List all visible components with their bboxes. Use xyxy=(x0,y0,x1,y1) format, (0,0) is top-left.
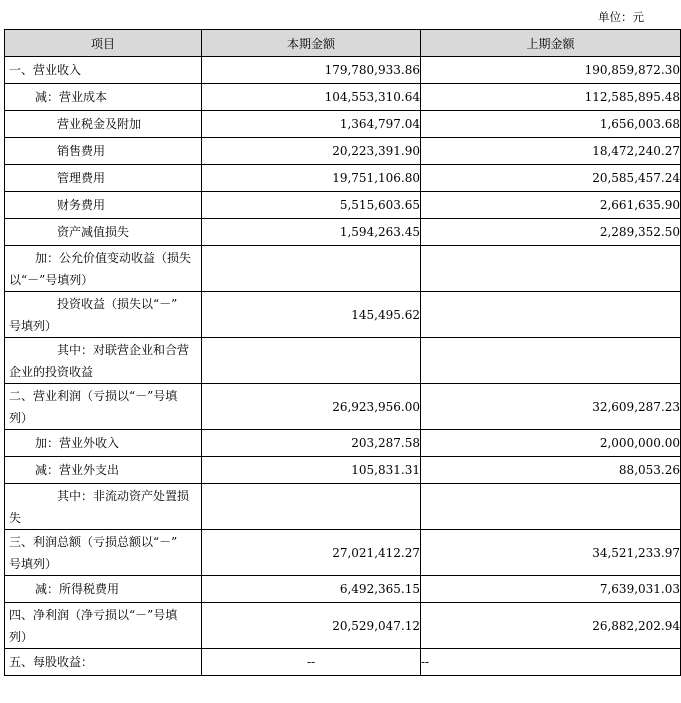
current-amount: 19,751,106.80 xyxy=(202,165,421,192)
table-row xyxy=(5,84,681,111)
row-label: 加：营业外收入 xyxy=(5,430,202,457)
row-label-line: 三、利润总额（亏损总额以“－” xyxy=(9,534,178,549)
row-label xyxy=(5,530,202,576)
current-amount xyxy=(202,338,421,384)
table-row xyxy=(5,649,681,676)
row-label-line: 投资收益（损失以“－” xyxy=(57,296,178,311)
table-row xyxy=(5,192,681,219)
table-row xyxy=(5,457,681,484)
table-row xyxy=(5,384,681,430)
previous-amount xyxy=(421,338,681,384)
previous-amount: 18,472,240.27 xyxy=(421,138,681,165)
previous-amount: 34,521,233.97 xyxy=(421,530,681,576)
header-current-period: 本期金额 xyxy=(202,30,421,57)
previous-amount: 88,053.26 xyxy=(421,457,681,484)
row-label-line: 号填列） xyxy=(9,556,58,571)
current-amount: 145,495.62 xyxy=(202,292,421,338)
row-label: 营业税金及附加 xyxy=(5,111,202,138)
row-label-line: 二、营业利润（亏损以“－”号填 xyxy=(9,388,178,403)
row-label-line: 其中：非流动资产处置损 xyxy=(57,488,190,503)
previous-amount: 32,609,287.23 xyxy=(421,384,681,430)
table-row xyxy=(5,576,681,603)
previous-amount: 190,859,872.30 xyxy=(421,57,681,84)
previous-amount: -- xyxy=(421,649,681,676)
row-label-line: 以“－”号填列） xyxy=(9,272,94,287)
table-row xyxy=(5,165,681,192)
current-amount: 5,515,603.65 xyxy=(202,192,421,219)
row-label: 减：营业外支出 xyxy=(5,457,202,484)
table-row xyxy=(5,430,681,457)
row-label xyxy=(5,484,202,530)
row-label: 减：营业成本 xyxy=(5,84,202,111)
previous-amount: 20,585,457.24 xyxy=(421,165,681,192)
row-label-line: 列） xyxy=(9,410,34,425)
row-label xyxy=(5,292,202,338)
current-amount: 6,492,365.15 xyxy=(202,576,421,603)
table-header-row xyxy=(5,30,681,57)
row-label-line: 企业的投资收益 xyxy=(9,364,94,379)
table-row xyxy=(5,111,681,138)
current-amount xyxy=(202,484,421,530)
row-label xyxy=(5,246,202,292)
current-amount: 203,287.58 xyxy=(202,430,421,457)
previous-amount: 2,000,000.00 xyxy=(421,430,681,457)
table-row xyxy=(5,292,681,338)
row-label: 销售费用 xyxy=(5,138,202,165)
current-amount: 104,553,310.64 xyxy=(202,84,421,111)
table-row xyxy=(5,338,681,384)
row-label-line: 加：公允价值变动收益（损失 xyxy=(35,250,192,265)
header-previous-period: 上期金额 xyxy=(421,30,681,57)
table-row xyxy=(5,219,681,246)
current-amount: 179,780,933.86 xyxy=(202,57,421,84)
previous-amount: 7,639,031.03 xyxy=(421,576,681,603)
row-label-line: 四、净利润（净亏损以“－”号填 xyxy=(9,607,178,622)
current-amount: 1,364,797.04 xyxy=(202,111,421,138)
previous-amount xyxy=(421,484,681,530)
current-amount: 20,529,047.12 xyxy=(202,603,421,649)
row-label: 管理费用 xyxy=(5,165,202,192)
table-row xyxy=(5,484,681,530)
current-amount: 26,923,956.00 xyxy=(202,384,421,430)
previous-amount: 26,882,202.94 xyxy=(421,603,681,649)
unit-note: 单位：元 xyxy=(598,10,644,24)
row-label-line: 其中：对联营企业和合营 xyxy=(57,342,190,357)
row-label: 财务费用 xyxy=(5,192,202,219)
previous-amount: 1,656,003.68 xyxy=(421,111,681,138)
previous-amount: 112,585,895.48 xyxy=(421,84,681,111)
current-amount: 1,594,263.45 xyxy=(202,219,421,246)
header-item: 项目 xyxy=(5,30,202,57)
row-label xyxy=(5,338,202,384)
previous-amount: 2,289,352.50 xyxy=(421,219,681,246)
table-row xyxy=(5,246,681,292)
table-row xyxy=(5,530,681,576)
income-statement-table xyxy=(4,29,681,676)
current-amount: 20,223,391.90 xyxy=(202,138,421,165)
previous-amount: 2,661,635.90 xyxy=(421,192,681,219)
row-label-line: 列） xyxy=(9,629,34,644)
row-label xyxy=(5,384,202,430)
table-row xyxy=(5,138,681,165)
current-amount: -- xyxy=(202,649,421,676)
row-label-line: 号填列） xyxy=(9,318,58,333)
row-label: 一、营业收入 xyxy=(5,57,202,84)
current-amount: 27,021,412.27 xyxy=(202,530,421,576)
table-row xyxy=(5,57,681,84)
row-label xyxy=(5,603,202,649)
row-label: 减：所得税费用 xyxy=(5,576,202,603)
table-row xyxy=(5,603,681,649)
row-label-line: 失 xyxy=(9,510,22,525)
row-label: 五、每股收益： xyxy=(5,649,202,676)
previous-amount xyxy=(421,246,681,292)
current-amount: 105,831.31 xyxy=(202,457,421,484)
previous-amount xyxy=(421,292,681,338)
row-label: 资产减值损失 xyxy=(5,219,202,246)
current-amount xyxy=(202,246,421,292)
